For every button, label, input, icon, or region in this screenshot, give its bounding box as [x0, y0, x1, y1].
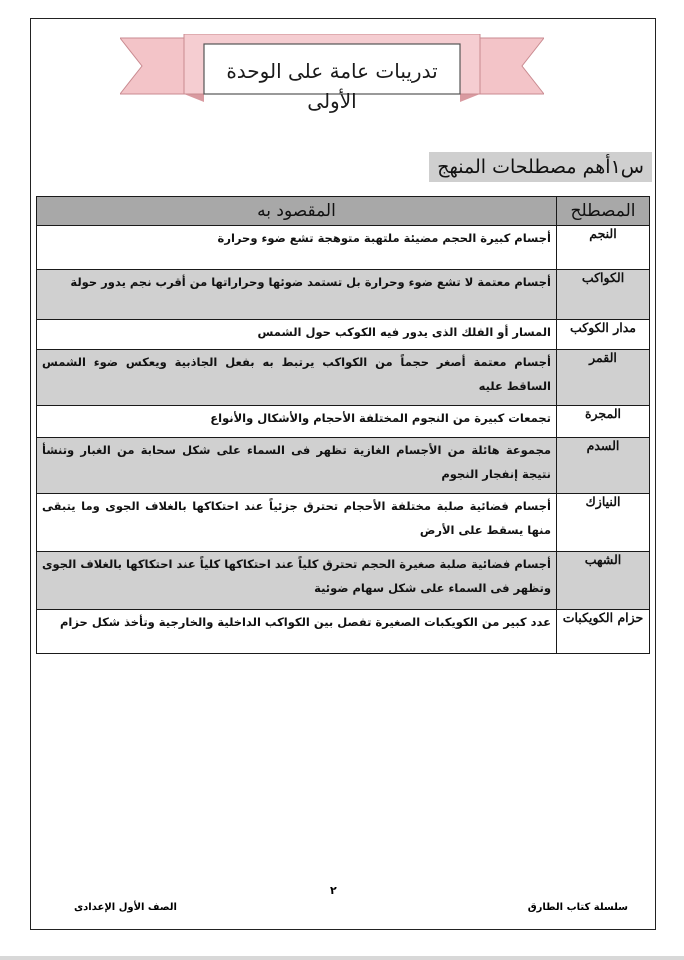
table-row: [37, 270, 650, 320]
table-row: [37, 350, 650, 406]
table-row: [37, 226, 650, 270]
term-cell: القمر: [557, 350, 650, 406]
table-row: [37, 320, 650, 350]
term-cell: السدم: [557, 438, 650, 494]
footer-grade-label: الصف الأول الإعدادى: [74, 902, 177, 913]
table-row: [37, 552, 650, 610]
definition-cell: أجسام معتمة لا تشع ضوء وحرارة بل تستمد ضوئها وحراراتها من أقرب نجم يدور حولة: [37, 270, 557, 320]
definition-cell: أجسام كبيرة الحجم مضيئة ملتهبة متوهجة تشع ضوء وحرارة: [37, 226, 557, 270]
table-header-row: [37, 197, 650, 226]
definition-cell: أجسام فضائية صلبة مختلفة الأحجام تحترق جزئياً عند احتكاكها بالغلاف الجوى وما يتبقى منها يسقط على الأرض: [37, 494, 557, 552]
table-row: [37, 406, 650, 438]
banner-title: تدريبات عامة على الوحدة الأولى: [226, 59, 438, 113]
definition-cell: أجسام معتمة أصغر حجماً من الكواكب يرتبط به بفعل الجاذبية ويعكس ضوء الشمس الساقط عليه: [37, 350, 557, 406]
definition-cell: أجسام فضائية صلبة صغيرة الحجم تحترق كلياً عند احتكاكها كلياً عند احتكاكها بالغلاف الجوى وتظهر فى السماء على شكل سهام ضوئية: [37, 552, 557, 610]
term-cell: الشهب: [557, 552, 650, 610]
term-cell: المجرة: [557, 406, 650, 438]
term-cell: مدار الكوكب: [557, 320, 650, 350]
table-row: [37, 438, 650, 494]
title-banner: [120, 34, 544, 113]
definition-cell: عدد كبير من الكويكبات الصغيرة تفصل بين الكواكب الداخلية والخارجية وتأخذ شكل حزام: [37, 610, 557, 654]
term-cell: النيازك: [557, 494, 650, 552]
definition-cell: مجموعة هائلة من الأجسام الغازية تظهر فى السماء على شكل سحابة من الغبار وتنشأ نتيجة إنفجار النجوم: [37, 438, 557, 494]
table-row: [37, 494, 650, 552]
term-column-header: المصطلح: [557, 197, 650, 226]
terms-table: [36, 196, 650, 654]
definition-cell: تجمعات كبيرة من النجوم المختلفة الأحجام والأشكال والأنواع: [37, 406, 557, 438]
term-cell: الكواكب: [557, 270, 650, 320]
bottom-strip: [0, 956, 684, 960]
term-cell: النجم: [557, 226, 650, 270]
meaning-column-header: المقصود به: [37, 197, 557, 226]
section-heading: س١أهم مصطلحات المنهج: [429, 152, 652, 182]
term-cell: حزام الكويكبات: [557, 610, 650, 654]
table-row: [37, 610, 650, 654]
page-number: ٢: [330, 884, 337, 897]
footer-series-label: سلسلة كتاب الطارق: [527, 902, 628, 913]
definition-cell: المسار أو الفلك الذى يدور فيه الكوكب حول الشمس: [37, 320, 557, 350]
